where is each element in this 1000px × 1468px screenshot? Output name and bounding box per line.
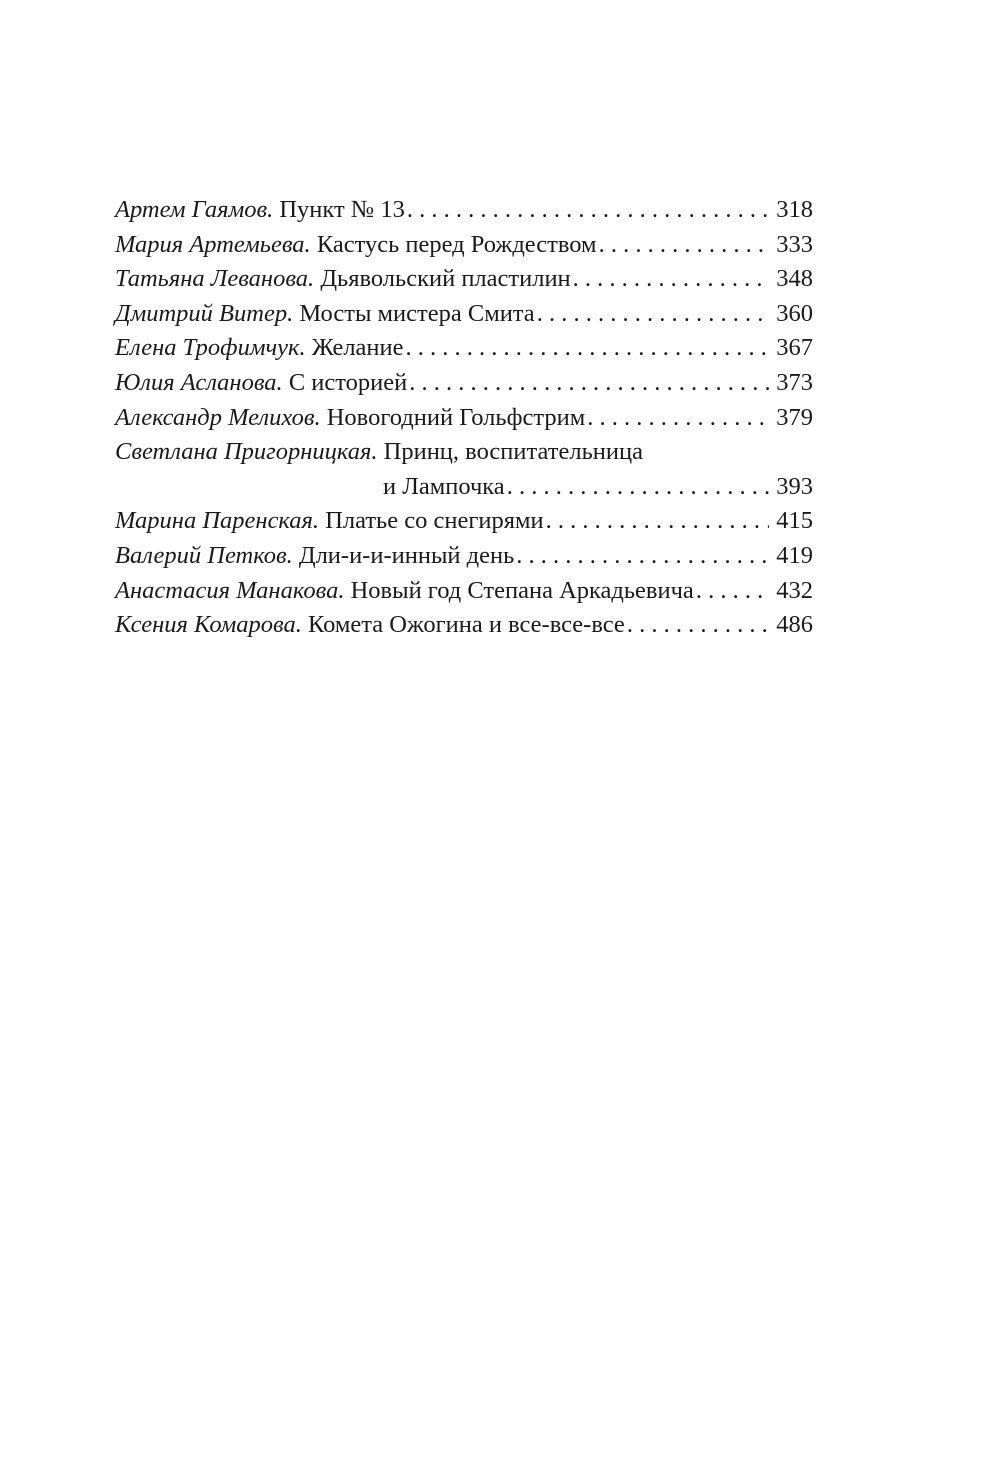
dot-leader <box>406 331 769 366</box>
toc-entry[interactable] <box>115 608 813 643</box>
entry-author: Валерий Петков. <box>115 541 293 569</box>
entry-title: Новогодний Гольфстрим <box>326 403 586 431</box>
entry-page-number: 373 <box>776 368 813 396</box>
entry-page-number: 379 <box>776 403 813 431</box>
entry-author: Анастасия Манакова. <box>115 576 345 604</box>
entry-page-number: 333 <box>776 230 813 258</box>
dot-leader <box>587 401 769 436</box>
entry-author: Артем Гаямов. <box>115 196 274 223</box>
entry-author: Елена Трофимчук. <box>115 334 306 362</box>
dot-leader <box>516 539 769 574</box>
entry-title: Пункт № 13 <box>279 196 405 223</box>
entry-author: Марина Паренская. <box>115 507 320 535</box>
entry-title-continuation: и Лампочка <box>383 472 505 500</box>
entry-page-number: 419 <box>776 541 813 569</box>
entry-page-number: 393 <box>776 472 813 500</box>
entry-page-number: 348 <box>776 265 813 293</box>
entry-author: Юлия Асланова. <box>115 368 283 396</box>
toc-entry[interactable] <box>115 262 813 297</box>
dot-leader <box>573 262 769 297</box>
toc-entry[interactable] <box>115 435 813 504</box>
entry-author: Ксения Комарова. <box>115 611 302 639</box>
table-of-contents <box>115 193 813 643</box>
toc-entry[interactable] <box>115 539 813 574</box>
toc-entry[interactable] <box>115 193 813 228</box>
entry-title: Платье со снегирями <box>325 507 544 535</box>
entry-page-number: 367 <box>776 334 813 362</box>
toc-entry[interactable] <box>115 401 813 436</box>
entry-title: Дли-и-и-инный день <box>298 541 515 569</box>
toc-entry[interactable] <box>115 297 813 332</box>
entry-title: Мосты мистера Смита <box>299 299 535 327</box>
dot-leader <box>407 193 769 228</box>
toc-entry[interactable] <box>115 331 813 366</box>
dot-leader <box>546 504 769 539</box>
dot-leader <box>537 297 769 332</box>
entry-title: Кастусь перед Рождеством <box>316 230 597 258</box>
dot-leader <box>599 228 769 263</box>
entry-page-number: 360 <box>776 299 813 327</box>
dot-leader <box>627 608 769 643</box>
dot-leader <box>409 366 769 401</box>
entry-title: Дьявольский пластилин <box>320 265 571 293</box>
toc-entry[interactable] <box>115 228 813 263</box>
entry-author: Александр Мелихов. <box>115 403 321 431</box>
entry-title: Новый год Степана Аркадьевича <box>350 576 694 604</box>
entry-page-number: 432 <box>776 576 813 604</box>
dot-leader <box>696 574 769 609</box>
entry-title: Желание <box>311 334 404 362</box>
toc-entry[interactable] <box>115 504 813 539</box>
entry-author: Мария Артемьева. <box>115 230 311 258</box>
entry-page-number: 486 <box>776 611 813 639</box>
entry-author: Татьяна Леванова. <box>115 265 315 293</box>
entry-title: С историей <box>288 368 408 396</box>
entry-page-number: 415 <box>776 507 813 535</box>
entry-title: Комета Ожогина и все-все-все <box>308 611 625 639</box>
entry-author: Светлана Пригорницкая. <box>115 438 378 466</box>
entry-page-number: 318 <box>776 196 813 223</box>
dot-leader <box>507 470 769 505</box>
toc-entry[interactable] <box>115 366 813 401</box>
entry-author: Дмитрий Витер. <box>115 299 294 327</box>
entry-title: Принц, воспитательница <box>383 438 643 466</box>
toc-entry[interactable] <box>115 574 813 609</box>
